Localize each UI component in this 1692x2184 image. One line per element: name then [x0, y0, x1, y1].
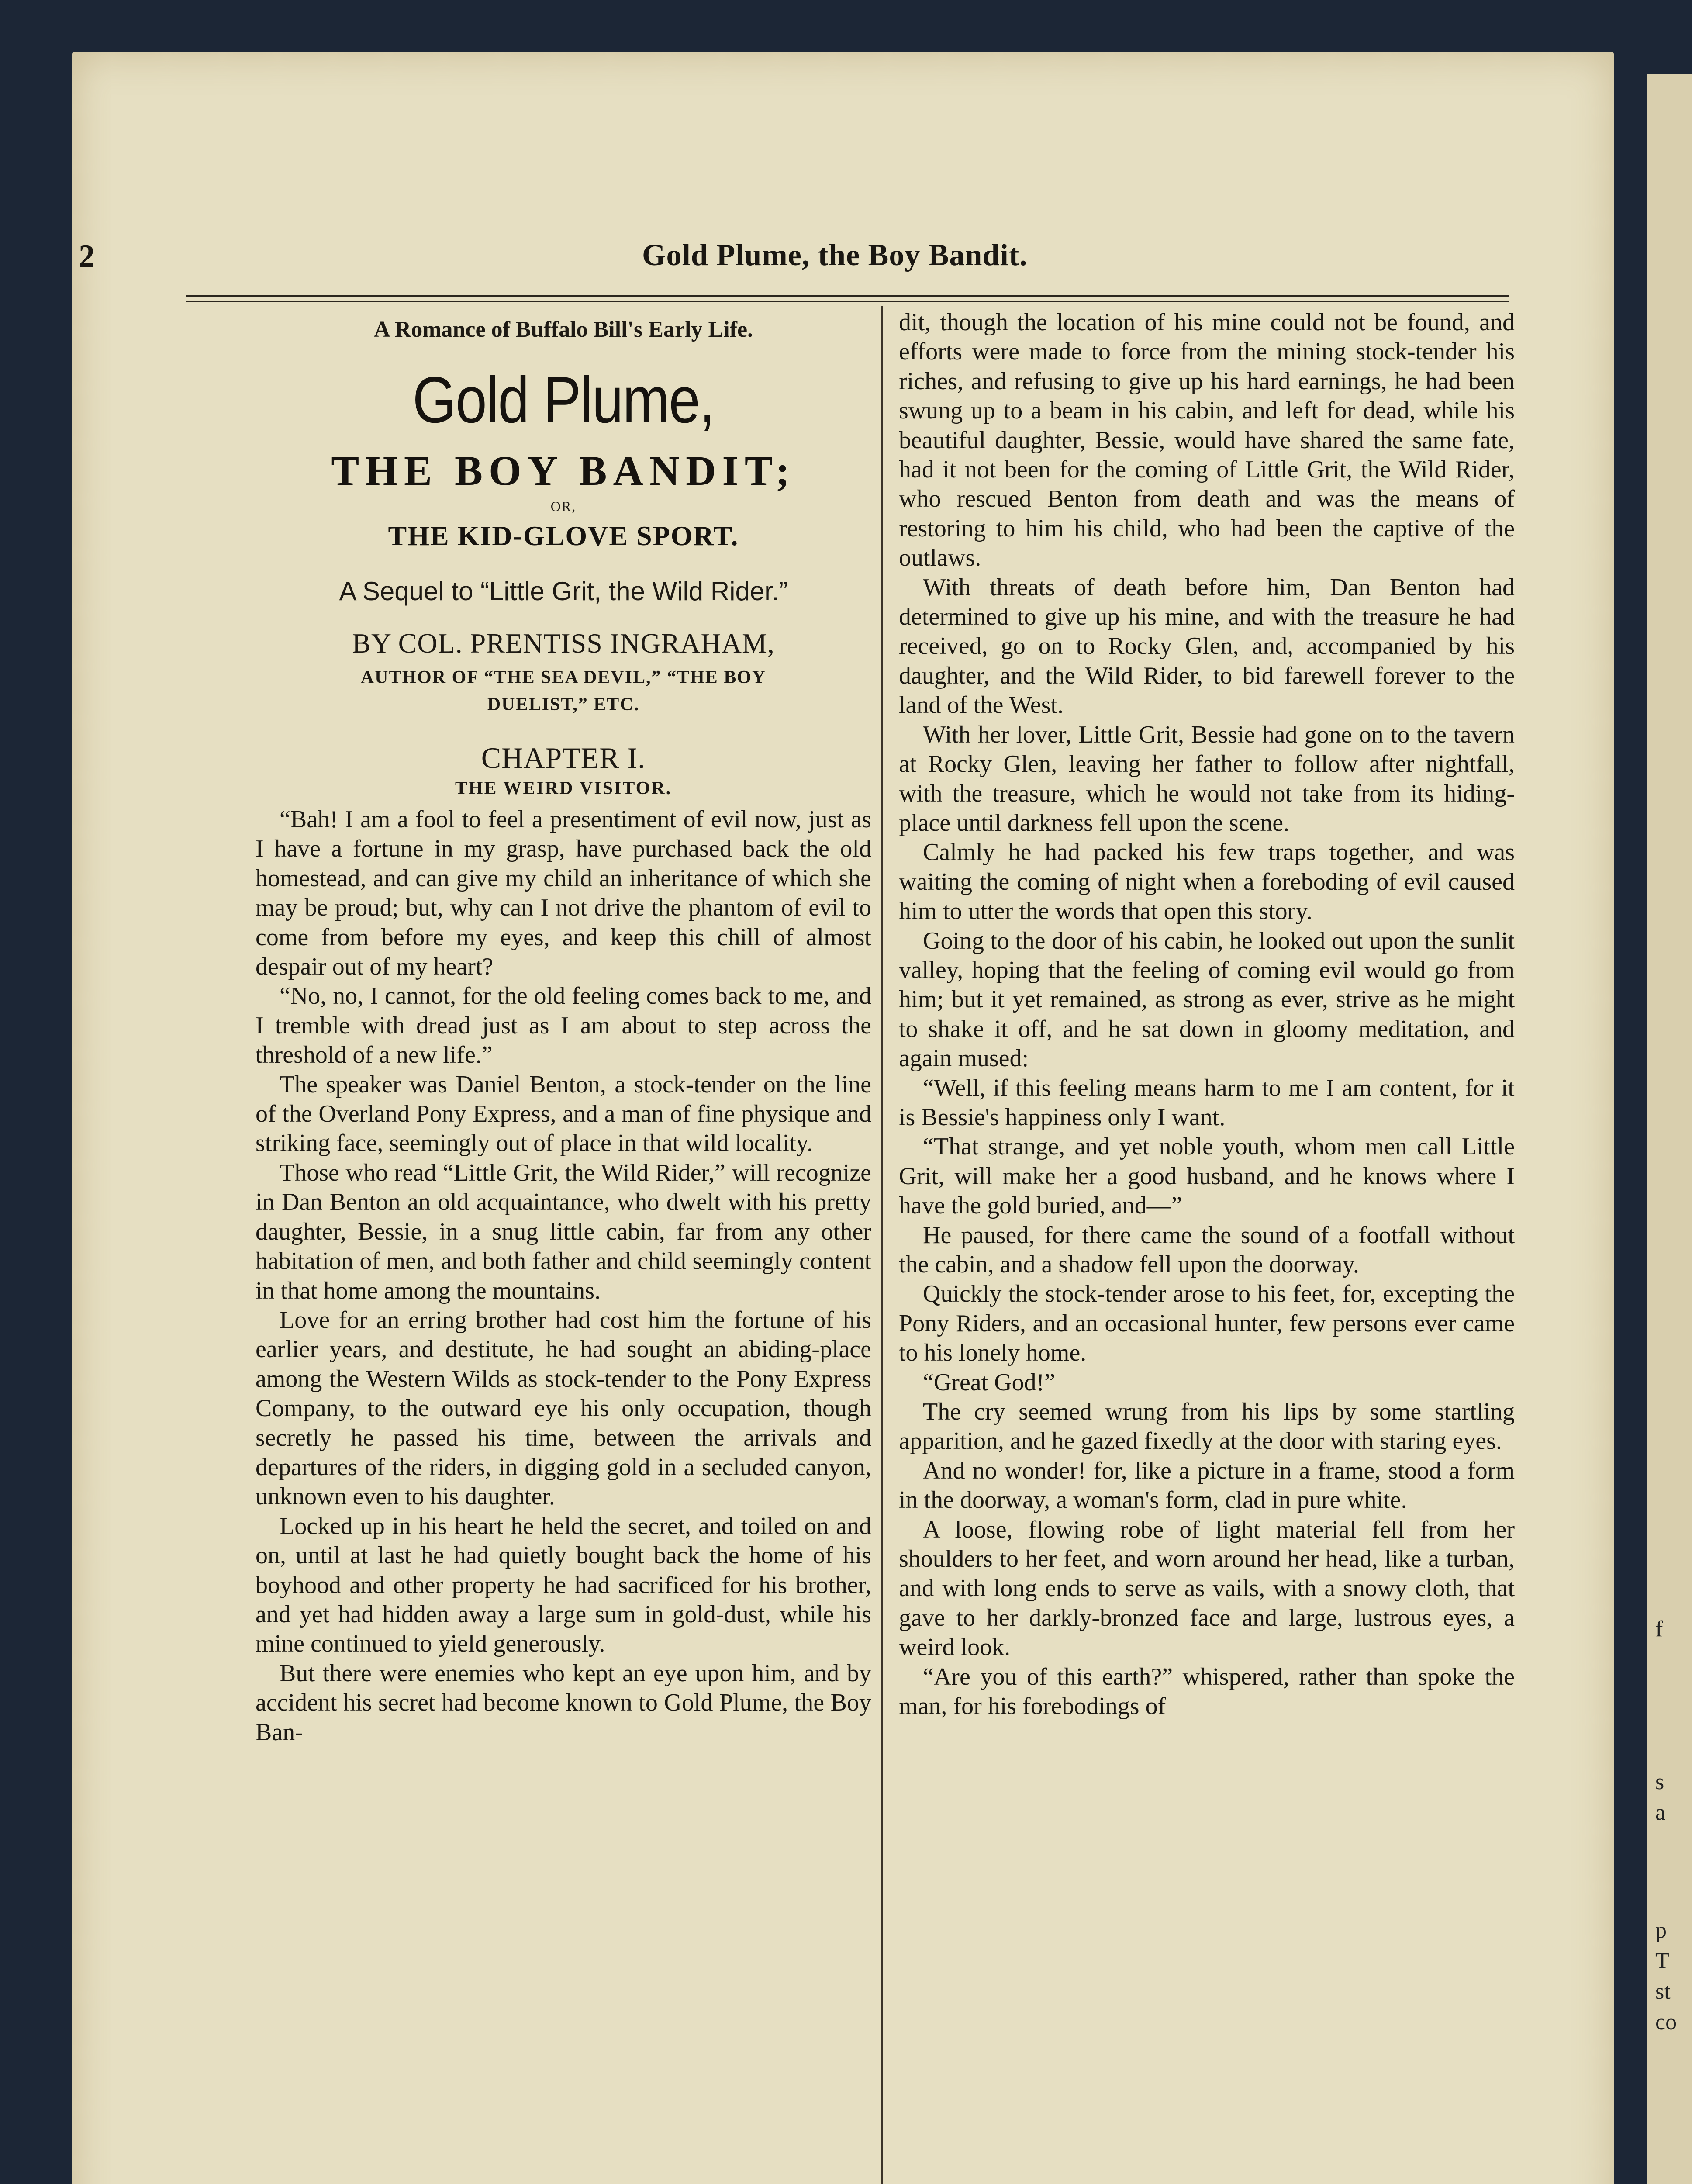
paragraph: With threats of death before him, Dan Benton had determined to give up his mine, and with the treasure he had received, go on to Rocky Glen, and, accompanied by his daughter, and the Wild Rider, to bid farewell forever to the land of the West. [899, 574, 1515, 719]
page-number: 2 [79, 238, 95, 274]
byline: BY COL. PRENTISS INGRAHAM, [352, 628, 775, 659]
fragment: co [1655, 2010, 1677, 2035]
paragraph: “No, no, I cannot, for the old feeling comes back to me, and I tremble with dread just as I am about to step across the threshold of a new life.” [256, 982, 871, 1069]
paragraph: Those who read “Little Grit, the Wild Rider,” will recognize in Dan Benton an old acquaintance, who dwelt with his pretty daughter, Bessie, in a snug little cabin, far from any other habitation of men, and both father and child seemingly content in that home among the mountains. [256, 1159, 871, 1304]
paragraph: “Are you of this earth?” whispered, rather than spoke the man, for his forebodings of [899, 1663, 1515, 1720]
paragraph: “Bah! I am a fool to feel a presentiment of evil now, just as I have a fortune in my grasp, have purchased back the old homestead, and can give my child an inheritance of which she may be proud; but, why can I not drive the phantom of evil to come from before my eyes, and keep this chill of almost despair out of my heart? [256, 806, 871, 981]
or-line: OR, [550, 498, 577, 514]
fragment: a [1655, 1800, 1666, 1825]
fragment: f [1655, 1617, 1663, 1641]
paragraph: A loose, flowing robe of light material fell from her shoulders to her feet, and worn around her head, like a turban, and with long ends to serve as vails, with a snowy cloth, that gave to her darkly-bronzed face and large, lustrous eyes, a weird look. [899, 1516, 1515, 1661]
column-divider [881, 306, 883, 2184]
paragraph: “Great God!” [923, 1368, 1056, 1396]
paragraph: With her lover, Little Grit, Bessie had gone on to the tavern at Rocky Glen, leaving her father to follow after nightfall, with the treasure, which he would not take from its hiding-place until darkness fell upon the scene. [899, 721, 1515, 836]
kicker: A Romance of Buffalo Bill's Early Life. [373, 317, 753, 342]
sequel-line: A Sequel to “Little Grit, the Wild Rider.” [339, 577, 788, 606]
adjacent-page-edge [1647, 74, 1692, 2184]
story-title: Gold Plume, [412, 363, 715, 436]
paragraph: dit, though the location of his mine could not be found, and efforts were made to force from the mining stock-tender his riches, and refusing to give up his hard earnings, he had been swung up to a beam in his cabin, and left for dead, while his beautiful daughter, Bessie, would have shared the same fate, had it not been for the coming of Little Grit, the Wild Rider, who rescued Benton from death and was the means of restoring to him his child, who had been the captive of the outlaws. [899, 309, 1515, 572]
alternate-title: THE KID-GLOVE SPORT. [388, 520, 739, 551]
header-rule-thin [186, 301, 1509, 302]
paragraph: Quickly the stock-tender arose to his feet, for, excepting the Pony Riders, and an occasional hunter, few persons ever came to his lonely home. [899, 1280, 1515, 1367]
right-column [899, 308, 1515, 1721]
fragment: s [1655, 1769, 1664, 1794]
running-title: Gold Plume, the Boy Bandit. [642, 238, 1028, 272]
chapter-title: THE WEIRD VISITOR. [455, 778, 672, 798]
story-subtitle: THE BOY BANDIT; [331, 447, 796, 494]
paragraph: Going to the door of his cabin, he looked out upon the sunlit valley, hoping that the feeling of coming evil would go from him; but it yet remained, as strong as ever, strive as he might to shake it off, and he sat down in gloomy meditation, and again mused: [899, 927, 1515, 1072]
paragraph: The speaker was Daniel Benton, a stock-tender on the line of the Overland Pony Express, and a man of fine physique and striking face, seemingly out of place in that wild locality. [256, 1071, 871, 1157]
author-credits [256, 664, 871, 718]
fragment: T [1655, 1949, 1669, 1973]
right-body-text [899, 308, 1515, 1721]
chapter-heading: CHAPTER I. [481, 741, 646, 774]
paragraph: “That strange, and yet noble youth, whom men call Little Grit, will make her a good husband, and he knows where I have the gold buried, and—” [899, 1133, 1515, 1220]
paragraph: Locked up in his heart he held the secret, and toiled on and on, until at last he had quietly bought back the home of his boyhood and other property he had sacrificed for his brother, and yet had hidden away a large sum in gold-dust, while his mine continued to yield generously. [256, 1512, 871, 1658]
paragraph: He paused, for there came the sound of a footfall without the cabin, and a shadow fell upon the doorway. [899, 1221, 1515, 1278]
paragraph: But there were enemies who kept an eye upon him, and by accident his secret had become known to Gold Plume, the Boy Ban- [256, 1659, 871, 1746]
author-credits-line: DUELIST,” ETC. [487, 695, 640, 715]
left-column [256, 308, 871, 1747]
paragraph: Calmly he had packed his few traps together, and was waiting the coming of night when a foreboding of evil caused him to utter the words that open this story. [899, 839, 1515, 925]
paragraph: The cry seemed wrung from his lips by some startling apparition, and he gazed fixedly at the door with staring eyes. [899, 1398, 1515, 1455]
fragment: p [1655, 1918, 1667, 1943]
author-credits-line: AUTHOR OF “THE SEA DEVIL,” “THE BOY [360, 667, 767, 688]
header-rule [186, 295, 1509, 297]
left-body-text [256, 805, 871, 1747]
paragraph: And no wonder! for, like a picture in a frame, stood a form in the doorway, a woman's form, clad in pure white. [899, 1457, 1515, 1514]
fragment: st [1655, 1979, 1671, 2004]
paragraph: “Well, if this feeling means harm to me I am content, for it is Bessie's happiness only I want. [899, 1074, 1515, 1131]
paragraph: Love for an erring brother had cost him the fortune of his earlier years, and destitute, he had sought an abiding-place among the Western Wilds as stock-tender to the Pony Express Company, to the outward eye his only occupation, though secretly he passed his time, between the arrivals and departures of the riders, in digging gold in a secluded canyon, unknown even to his daughter. [256, 1306, 871, 1510]
